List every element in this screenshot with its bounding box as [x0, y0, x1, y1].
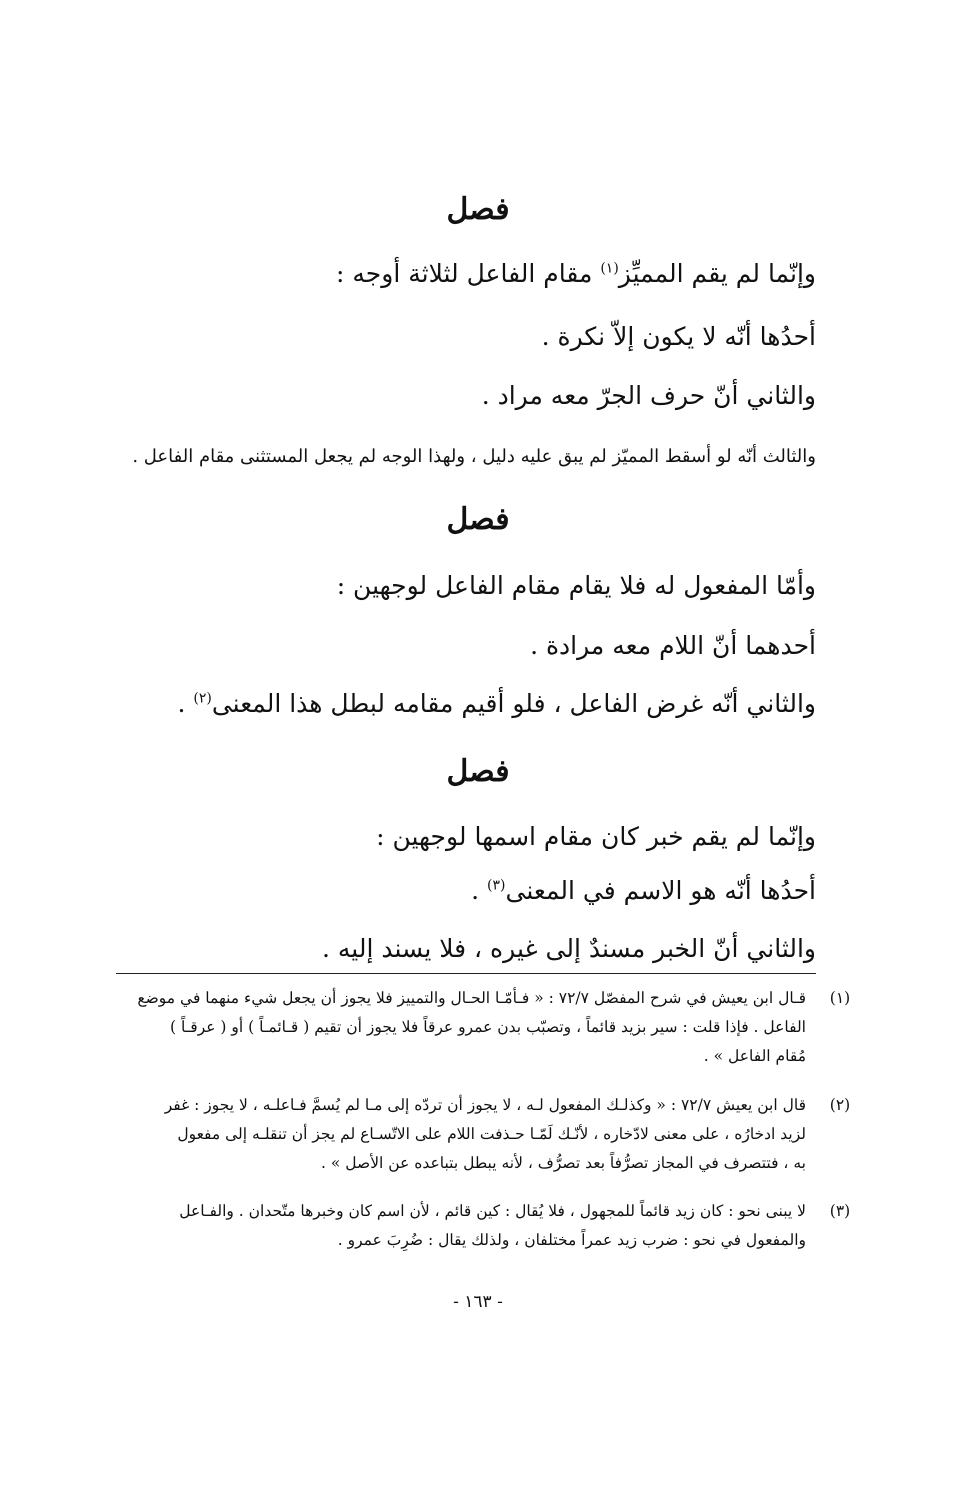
text-line: والثاني أنّه غرض الفاعل ، فلو أقيم مقامه لبطل هذا المعنى$^{(٢)}$ . — [177, 689, 816, 718]
text-line: أحدُها أنّه لا يكون إلاّ نكرة . — [541, 322, 816, 351]
footnote-line: قال ابن يعيش ٧٢/٧ : « وكذلـك المفعول لـه ، لا يجوز أن تردّه إلى مـا لم يُسمَّ فـاعلـه ، لا يجوز : غفر — [164, 1096, 806, 1114]
footnote-line: به ، فتتصرف في المجاز تصرُّفاً بعد تصرُّف ، لأنه يبطل بتباعده عن الأصل » . — [321, 1154, 806, 1172]
footnote-marker: (٢) — [193, 690, 212, 707]
section-heading: فصل — [446, 192, 510, 227]
text-line: وإنّما لم يقم المميِّز$^{(١)}$ مقام الفاعل لثلاثة أوجه : — [336, 259, 816, 288]
footnote-line: والمفعول في نحو : ضرب زيد عمراً مختلفان ، ولذلك يقال : ضُرِبَ عمرو . — [337, 1231, 806, 1249]
text-line: وأمّا المفعول له فلا يقام مقام الفاعل لوجهين : — [336, 571, 816, 600]
footnote-separator — [116, 973, 816, 974]
footnote-1 — [114, 984, 854, 1071]
text-line: والثالث أنّه لو أسقط المميّز لم يبق عليه دليل ، ولهذا الوجه لم يجعل المستثنى مقام الفاعل . — [132, 446, 816, 467]
footnote-number: (١) — [829, 989, 851, 1007]
footnote-line: لزيد ادخارُه ، على معنى لادّخاره ، لأنّـك لَمّـا حـذفت اللام على الاتّسـاع لم يجز أن تنقلـه إلى مفعول — [177, 1125, 806, 1143]
footnote-line: قـال ابن يعيش في شرح المفصّل ٧٢/٧ : « فـأمّـا الحـال والتمييز فلا يجوز أن يجعل شيء منهما في موضع — [137, 989, 806, 1007]
footnote-3 — [114, 1197, 854, 1255]
footnote-marker: (٣) — [487, 877, 506, 894]
footnote-line: الفاعل . فإذا قلت : سير بزيد قائماً ، وتصبّب بدن عمرو عرقاً فلا يجوز أن تقيم ( قـائمـاً ) أو ( عرقـاً ) — [170, 1018, 806, 1036]
footnote-marker: (١) — [600, 260, 619, 277]
text-line: والثاني أنّ الخبر مسندٌ إلى غيره ، فلا يسند إليه . — [322, 934, 816, 963]
text-line: والثاني أنّ حرف الجرّ معه مراد . — [481, 381, 816, 410]
page-number: - ١٦٣ - — [453, 1292, 503, 1312]
text-line: وإنّما لم يقم خبر كان مقام اسمها لوجهين : — [376, 822, 816, 851]
footnote-line: مُقام الفاعل » . — [703, 1047, 806, 1065]
section-heading: فصل — [446, 754, 510, 789]
text-line: أحدُها أنّه هو الاسم في المعنى$^{(٣)}$ . — [471, 876, 816, 905]
footnote-number: (٣) — [829, 1202, 851, 1220]
footnote-number: (٢) — [829, 1096, 851, 1114]
footnote-2 — [114, 1091, 854, 1178]
section-heading: فصل — [446, 502, 510, 537]
footnote-line: لا يبنى نحو : كان زيد قائماً للمجهول ، فلا يُقال : كين قائم ، لأن اسم كان وخبرها متّحدان . والفـاعل — [179, 1202, 806, 1220]
text-line: أحدهما أنّ اللام معه مرادة . — [530, 631, 816, 660]
